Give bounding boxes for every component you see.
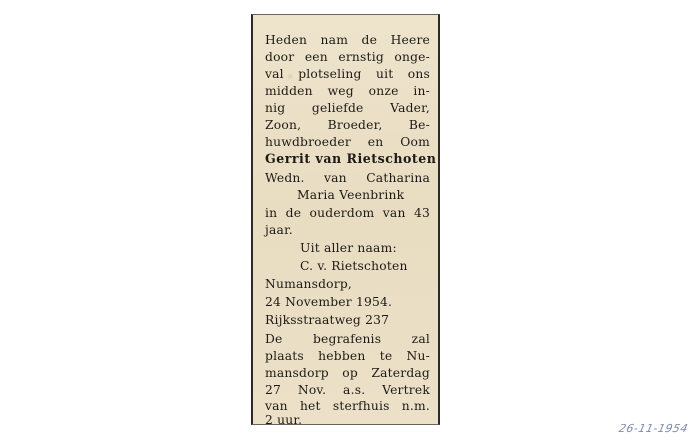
- newspaper-clipping: [251, 14, 440, 425]
- notice-line-6: Zoon, Broeder, Be-: [265, 118, 430, 132]
- notice-line-10: Maria Veenbrink: [297, 188, 405, 202]
- notice-line-1: Heden nam de Heere: [265, 33, 430, 47]
- notice-line-11: in de ouderdom van 43: [265, 206, 430, 220]
- notice-line-20: mansdorp op Zaterdag: [265, 366, 430, 380]
- place-name: Numansdorp,: [265, 277, 353, 291]
- notice-line-9: Wedn. van Catharina: [265, 171, 430, 185]
- deceased-name: Gerrit van Rietschoten: [265, 151, 437, 166]
- signature-heading: Uit aller naam:: [300, 241, 397, 255]
- handwritten-date-note: 26-11-1954: [617, 422, 690, 435]
- notice-line-18: De begrafenis zal: [265, 332, 430, 346]
- notice-line-19: plaats hebben te Nu-: [265, 349, 430, 363]
- notice-line-12: jaar.: [265, 223, 293, 237]
- notice-line-5: nig geliefde Vader,: [265, 101, 430, 115]
- notice-line-7: huwdbroeder en Oom: [265, 135, 430, 149]
- notice-line-2: door een ernstig onge-: [265, 50, 430, 64]
- notice-date: 24 November 1954.: [265, 295, 393, 309]
- notice-line-4: midden weg onze in-: [265, 84, 430, 98]
- notice-line-23: 2 uur.: [265, 413, 303, 427]
- notice-line-22: van het sterfhuis n.m.: [265, 399, 430, 413]
- street-address: Rijksstraatweg 237: [265, 313, 390, 327]
- notice-line-21: 27 Nov. a.s. Vertrek: [265, 383, 430, 397]
- signatory-name: C. v. Rietschoten: [300, 259, 408, 273]
- notice-line-3: val plotseling uit ons: [265, 67, 430, 81]
